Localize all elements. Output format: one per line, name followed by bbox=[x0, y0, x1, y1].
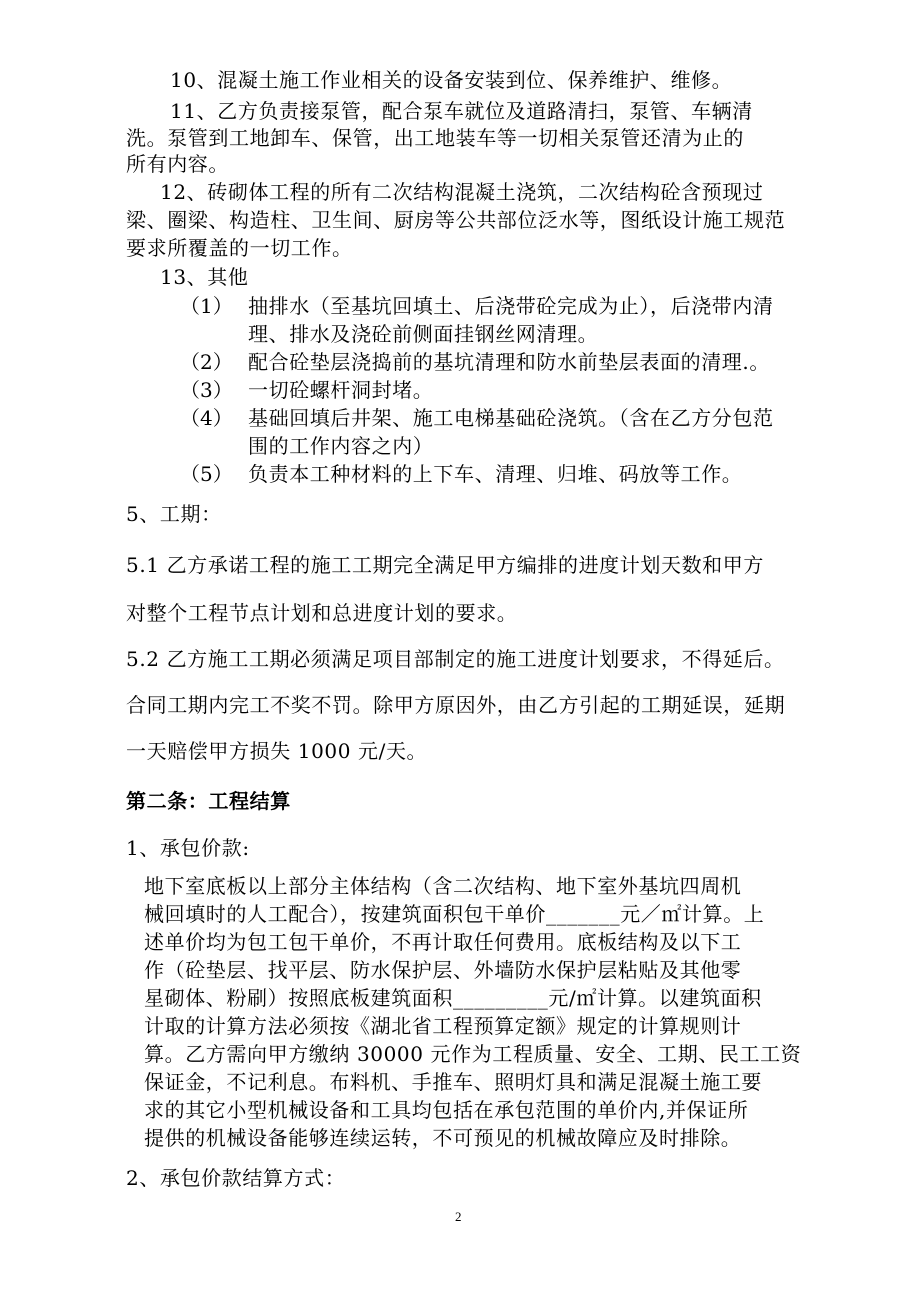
para-11-line-3: 所有内容。 bbox=[126, 152, 229, 176]
price-para-line-2: 械回填时的人工配合），按建筑面积包干单价_______元／㎡计算。上 bbox=[144, 902, 765, 926]
list-item-4-line-2: 围的工作内容之内） bbox=[248, 434, 434, 458]
list-item-4-line-1: 基础回填后井架、施工电梯基础砼浇筑。（含在乙方分包范 bbox=[248, 406, 774, 430]
para-13-heading: 13、其他 bbox=[160, 265, 249, 289]
price-para-line-8: 保证金，不记利息。布料机、手推车、照明灯具和满足混凝土施工要 bbox=[144, 1070, 762, 1094]
price-para-line-10: 提供的机械设备能够连续运转，不可预见的机械故障应及时排除。 bbox=[144, 1126, 742, 1150]
price-para-line-4: 作（砼垫层、找平层、防水保护层、外墙防水保护层粘贴及其他零 bbox=[144, 958, 742, 982]
list-marker-2: （2） bbox=[180, 350, 233, 374]
para-12-line-3: 要求所覆盖的一切工作。 bbox=[126, 236, 353, 260]
section-5-heading: 5、工期： bbox=[126, 502, 222, 526]
clause-5-2-line-2: 合同工期内完工不奖不罚。除甲方原因外，由乙方引起的工期延误，延期 bbox=[126, 693, 786, 717]
clause-5-2-line-3: 一天赔偿甲方损失 1000 元/天。 bbox=[126, 739, 428, 763]
price-para-line-7: 算。乙方需向甲方缴纳 30000 元作为工程质量、安全、工期、民工工资 bbox=[144, 1042, 802, 1066]
settlement-method-heading: 2、承包价款结算方式： bbox=[126, 1166, 346, 1190]
para-11-line-2: 洗。泵管到工地卸车、保管，出工地装车等一切相关泵管还清为止的 bbox=[126, 126, 744, 150]
price-para-line-5: 星砌体、粉刷）按照底板建筑面积_________元/㎡计算。以建筑面积 bbox=[144, 986, 762, 1010]
list-marker-5: （5） bbox=[180, 462, 233, 486]
list-item-1-line-2: 理、排水及浇砼前侧面挂钢丝网清理。 bbox=[248, 322, 599, 346]
price-para-line-3: 述单价均为包工包干单价，不再计取任何费用。底板结构及以下工 bbox=[144, 930, 742, 954]
list-item-1-line-1: 抽排水（至基坑回填土、后浇带砼完成为止），后浇带内清 bbox=[248, 294, 774, 318]
clause-5-1-line-1: 5.1 乙方承诺工程的施工工期完全满足甲方编排的进度计划天数和甲方 bbox=[126, 553, 764, 577]
para-11-line-1: 11、乙方负责接泵管，配合泵车就位及道路清扫，泵管、车辆清 bbox=[170, 99, 753, 123]
list-marker-1: （1） bbox=[180, 294, 233, 318]
list-marker-3: （3） bbox=[180, 378, 233, 402]
para-12-line-1: 12、砖砌体工程的所有二次结构混凝土浇筑，二次结构砼含预现过 bbox=[160, 180, 764, 204]
price-para-line-1: 地下室底板以上部分主体结构（含二次结构、地下室外基坑四周机 bbox=[144, 874, 742, 898]
article-2-heading: 第二条：工程结算 bbox=[126, 789, 291, 813]
para-10: 10、混凝土施工作业相关的设备安装到位、保养维护、维修。 bbox=[170, 68, 733, 92]
clause-5-1-line-2: 对整个工程节点计划和总进度计划的要求。 bbox=[126, 601, 518, 625]
contract-price-heading: 1、承包价款: bbox=[126, 836, 250, 860]
list-item-5: 负责本工种材料的上下车、清理、归堆、码放等工作。 bbox=[248, 462, 743, 486]
price-para-line-9: 求的其它小型机械设备和工具均包括在承包范围的单价内,并保证所 bbox=[144, 1098, 749, 1122]
para-12-line-2: 梁、圈梁、构造柱、卫生间、厨房等公共部位泛水等，图纸设计施工规范 bbox=[126, 208, 786, 232]
list-item-3: 一切砼螺杆洞封堵。 bbox=[248, 378, 434, 402]
page-number: 2 bbox=[455, 1209, 462, 1224]
clause-5-2-line-1: 5.2 乙方施工工期必须满足项目部制定的施工进度计划要求，不得延后。 bbox=[126, 647, 785, 671]
price-para-line-6: 计取的计算方法必须按《湖北省工程预算定额》规定的计算规则计 bbox=[144, 1014, 742, 1038]
list-marker-4: （4） bbox=[180, 406, 233, 430]
list-item-2: 配合砼垫层浇捣前的基坑清理和防水前垫层表面的清理.。 bbox=[248, 350, 770, 374]
